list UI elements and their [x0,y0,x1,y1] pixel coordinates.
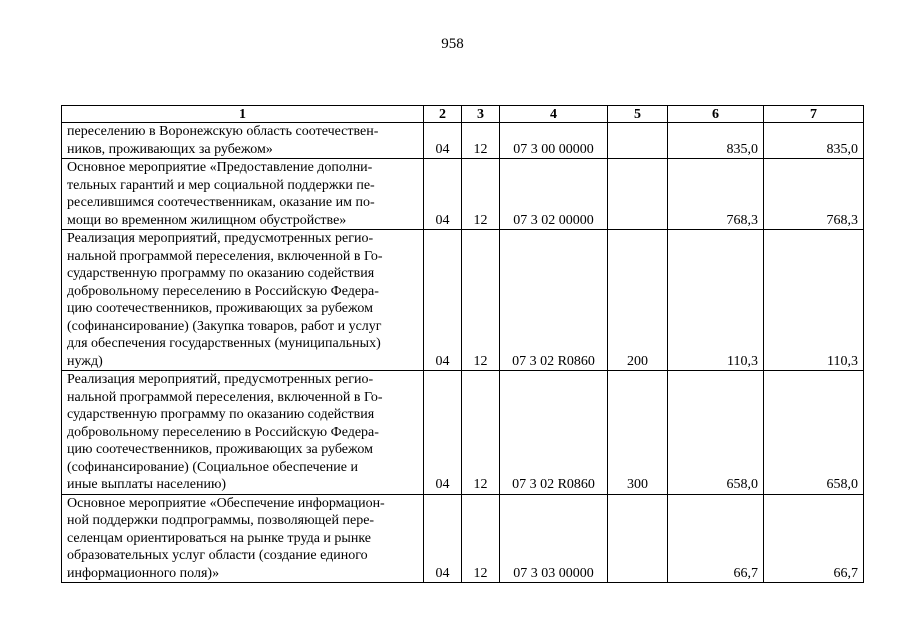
description-line: Основное мероприятие «Обеспечение информацион- [67,495,385,511]
section-code: 04 [424,371,462,495]
row-description [62,230,424,371]
description-line: (софинансирование) (Закупка товаров, работ и услуг [67,318,382,334]
amount-cell: 110,3 [668,230,764,371]
description-line: ной поддержки подпрограммы, позволяющей пере- [67,513,375,528]
description-line: Реализация мероприятий, предусмотренных регио- [67,231,374,246]
table-row [62,230,864,371]
row-description [62,371,424,495]
amount-cell: 658,0 [764,371,864,495]
row-description [62,159,424,230]
description-line: ников, проживающих за рубежом» [67,141,273,157]
amount-cell: 66,7 [668,494,764,583]
column-header: 7 [764,106,864,123]
section-code: 04 [424,123,462,159]
description-line: Реализация мероприятий, предусмотренных регио- [67,372,374,387]
description-line: цию соотечественников, проживающих за рубежом [67,301,373,316]
description-line: цию соотечественников, проживающих за рубежом [67,442,373,457]
table-row [62,123,864,159]
description-line: мощи во временном жилищном обустройстве» [67,212,347,228]
description-line: образовательных услуг области (создание единого [67,548,368,563]
description-line: селенцам ориентироваться на рынке труда и рынке [67,530,371,546]
subsection-code: 12 [462,159,500,230]
description-line: нужд) [67,353,103,369]
target-article-code: 07 3 02 R0860 [500,230,608,371]
amount-cell: 835,0 [764,123,864,159]
budget-table [61,105,864,583]
target-article-code: 07 3 03 00000 [500,494,608,583]
header-row [62,106,864,123]
amount-cell: 110,3 [764,230,864,371]
column-header: 2 [424,106,462,123]
target-article-code: 07 3 02 R0860 [500,371,608,495]
target-article-code: 07 3 00 00000 [500,123,608,159]
column-header: 5 [608,106,668,123]
table-row [62,371,864,495]
description-line: сударственную программу по оказанию содействия [67,266,375,281]
expense-type-code [608,123,668,159]
column-header: 3 [462,106,500,123]
amount-cell: 66,7 [764,494,864,583]
table-row [62,159,864,230]
subsection-code: 12 [462,230,500,371]
description-line: иные выплаты населению) [67,477,227,492]
expense-type-code [608,494,668,583]
section-code: 04 [424,494,462,583]
description-line: добровольному переселению в Российскую Федера- [67,424,379,440]
description-line: для обеспечения государственных (муниципальных) [67,336,381,351]
description-line: нальной программой переселения, включенной в Го- [67,248,383,264]
subsection-code: 12 [462,494,500,583]
section-code: 04 [424,159,462,230]
column-header: 1 [62,106,424,123]
column-header: 6 [668,106,764,123]
table-row [62,494,864,583]
target-article-code: 07 3 02 00000 [500,159,608,230]
description-line: (софинансирование) (Социальное обеспечение и [67,459,358,475]
row-description [62,494,424,583]
row-description [62,123,424,159]
description-line: тельных гарантий и мер социальной поддержки пе- [67,177,375,193]
subsection-code: 12 [462,123,500,159]
expense-type-code: 200 [608,230,668,371]
description-line: нальной программой переселения, включенной в Го- [67,389,383,405]
page-number: 958 [441,36,464,52]
expense-type-code: 300 [608,371,668,495]
description-line: переселению в Воронежскую область соотечествен- [67,124,379,139]
description-line: Основное мероприятие «Предоставление дополни- [67,160,373,175]
amount-cell: 658,0 [668,371,764,495]
expense-type-code [608,159,668,230]
amount-cell: 768,3 [764,159,864,230]
subsection-code: 12 [462,371,500,495]
amount-cell: 835,0 [668,123,764,159]
description-line: информационного поля)» [67,565,220,581]
section-code: 04 [424,230,462,371]
description-line: сударственную программу по оказанию содействия [67,407,375,422]
description-line: реселившимся соотечественникам, оказание им по- [67,195,375,210]
amount-cell: 768,3 [668,159,764,230]
description-line: добровольному переселению в Российскую Федера- [67,283,379,299]
column-header: 4 [500,106,608,123]
